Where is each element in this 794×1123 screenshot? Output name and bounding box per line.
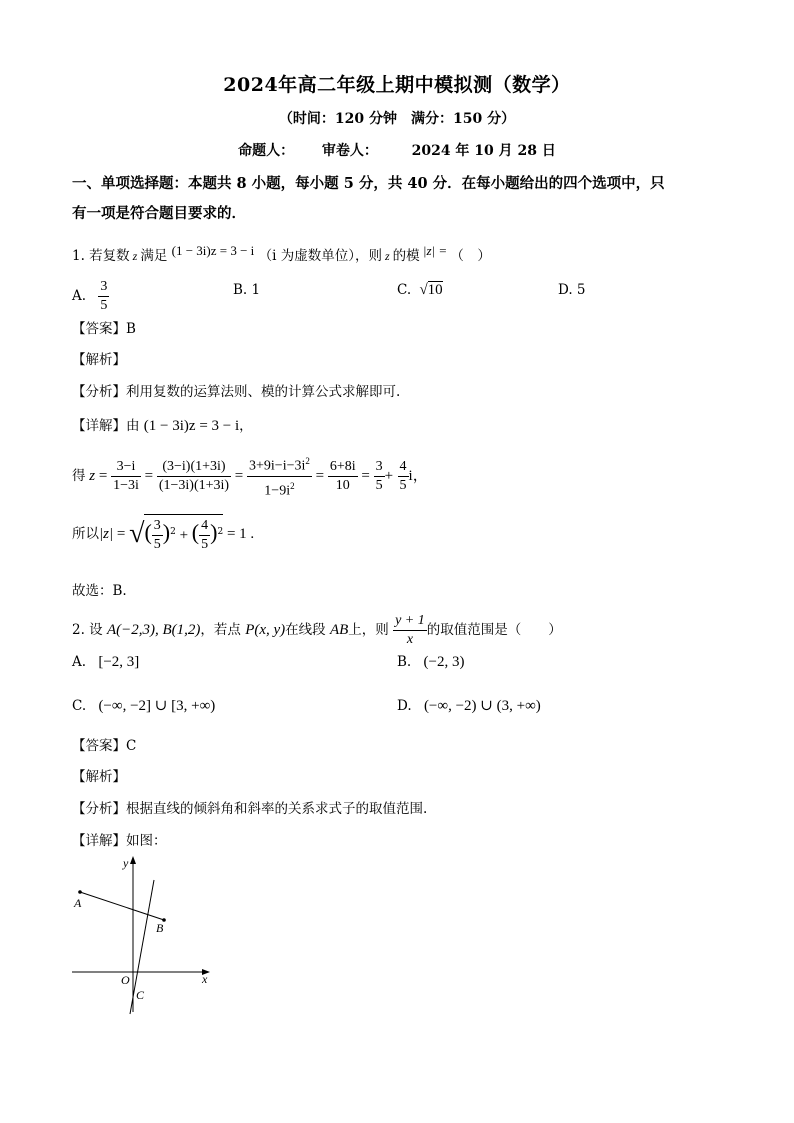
q2-answer-value: C <box>126 738 137 754</box>
q1-detail-tag: 【详解】 <box>72 418 126 434</box>
q2-detail-tag: 【详解】 <box>72 833 126 849</box>
q1-derivation-prefix: 得 <box>72 468 86 485</box>
q1-detail-b: ， <box>239 418 253 434</box>
frac-5: $\frac{3}{5}$ <box>375 458 383 493</box>
y-axis-label: y <box>123 856 129 870</box>
q2-option-d-label: D. <box>397 698 412 714</box>
q2-option-c-label: C. <box>72 698 87 714</box>
exam-date: 2024 年 10 月 28 日 <box>411 143 556 159</box>
frac-6: $\frac{4}{5}$ <box>399 458 407 493</box>
q2-option-d <box>397 696 541 715</box>
q2-stem-d: 上，则 <box>348 622 389 638</box>
q2-stem-c: 在线段 <box>285 622 326 638</box>
q1-option-c-label: C. <box>397 282 412 298</box>
q2-option-d-value: (−∞, −2) ∪ (3, +∞) <box>423 698 541 714</box>
frac-3: $\frac{3+9i-i-3i^2}{1-9i^2}$ <box>247 452 312 500</box>
q1-analysis <box>72 380 400 400</box>
q1-answer <box>72 317 136 337</box>
q1-modulus-prefix: 所以 <box>72 526 99 542</box>
exam-time-info: （时间：120 分钟 满分：150 分） <box>278 111 516 127</box>
q1-option-a-fraction <box>98 278 109 315</box>
frac-1: $\frac{3-i}{1-3i}$ <box>113 458 139 493</box>
q2-answer-tag: 【答案】 <box>72 738 126 754</box>
q1-analysis-text: 利用复数的运算法则、模的计算公式求解即可. <box>126 384 401 400</box>
q1-jiexi: 【解析】 <box>72 352 126 368</box>
q2-analysis-tag: 【分析】 <box>72 801 126 817</box>
q1-detail <box>72 414 253 435</box>
q2-option-a-value: [−2, 3] <box>98 654 140 670</box>
q1-analysis-tag: 【分析】 <box>72 384 126 400</box>
q1-stem-text-a: 1. 若复数 <box>72 248 130 264</box>
setter-label: 命题人： <box>238 143 295 159</box>
q2-point-p: P(x, y) <box>245 622 286 638</box>
sqrt-icon: √ <box>419 282 428 298</box>
q2-answer <box>72 734 136 754</box>
q2-stem-a: 2. 设 <box>72 622 103 638</box>
q1-stem-text-d: 的模 <box>392 248 420 264</box>
q2-detail <box>72 829 167 849</box>
q2-frac-den: x <box>406 632 414 647</box>
q1-condition: (1 − 3i)z = 3 − i <box>171 243 255 258</box>
q1-answer-value: B <box>126 321 136 337</box>
q2-analysis <box>72 797 427 817</box>
y-axis-arrow-icon <box>130 856 136 864</box>
q2-frac-num: y + 1 <box>393 612 427 631</box>
frac-2: $\frac{(3-i)(1+3i)}{(1-3i)(1+3i)}$ <box>158 458 230 493</box>
page-title: 2024年高二年级上期中模拟测（数学） <box>223 74 571 96</box>
q2-jiexi: 【解析】 <box>72 769 126 785</box>
q2-stem-e: 的取值范围是（ ） <box>426 622 562 638</box>
q2-option-a-label: A. <box>72 654 87 670</box>
section-heading-line1: 一、单项选择题：本题共 8 小题，每小题 5 分，共 40 分．在每小题给出的四个选项中，只 <box>72 175 665 192</box>
q2-option-b <box>397 654 464 671</box>
q1-option-a-num: 3 <box>98 278 109 297</box>
q1-conclusion: 故选：B. <box>72 583 127 599</box>
q2-stem <box>72 612 562 649</box>
point-a <box>78 890 82 894</box>
point-b-label: B <box>156 921 164 935</box>
q1-stem: 1. 若复数 z 满足 (1 − 3i)z = 3 − i （i 为虚数单位），则 z 的模 |z| = （ ） <box>72 243 491 264</box>
q1-stem-text-b: 满足 <box>140 248 168 264</box>
q2-stem-b: ，若点 <box>200 622 241 638</box>
coordinate-figure <box>68 852 218 1022</box>
q1-stem-text-e: （ ） <box>450 248 491 264</box>
q1-stem-text-c: （i 为虚数单位），则 <box>258 248 382 264</box>
q1-option-a-den: 5 <box>100 298 108 313</box>
sqrt-big-icon: √ <box>129 518 145 549</box>
origin-label: O <box>121 973 130 987</box>
q2-option-b-label: B. <box>397 654 412 670</box>
q1-option-b: B. 1 <box>233 282 261 298</box>
q1-option-d: D. 5 <box>558 282 586 298</box>
q2-option-c-value: (−∞, −2] ∪ [3, +∞) <box>98 698 216 714</box>
point-c-label: C <box>136 988 145 1002</box>
q2-points: A(−2,3), B(1,2) <box>106 622 201 638</box>
point-a-label: A <box>74 896 82 910</box>
frac-4: $\frac{6+8i}{10}$ <box>329 458 356 493</box>
section-heading-line2: 有一项是符合题目要求的． <box>72 205 246 222</box>
q1-option-a <box>72 278 109 315</box>
q2-option-a <box>72 654 139 671</box>
q2-fraction <box>393 612 427 649</box>
q1-option-a-label: A. <box>72 288 87 304</box>
reviewer-label: 审卷人： <box>321 143 378 159</box>
q2-detail-text: 如图： <box>126 833 167 849</box>
q1-option-c <box>397 282 443 299</box>
x-axis-label: x <box>202 972 208 986</box>
q2-segment: AB <box>329 622 349 638</box>
exam-meta-line <box>0 140 794 160</box>
q2-option-c <box>72 696 215 715</box>
q1-detail-a: 由 <box>126 418 140 434</box>
q1-answer-tag: 【答案】 <box>72 321 126 337</box>
q1-detail-equation: (1 − 3i)z = 3 − i <box>143 418 240 434</box>
q1-option-c-value: 10 <box>427 282 443 298</box>
q1-modulus: 所以|z| = √( $\frac{3}{5}$ )$^2$ + ( $\frac{4}{5}$ )$^2$ = 1 . <box>72 514 254 554</box>
q2-option-b-value: (−2, 3) <box>423 654 465 670</box>
q2-analysis-text: 根据直线的倾斜角和斜率的关系求式子的取值范围. <box>126 801 428 817</box>
q1-derivation: 得 z = $\frac{3-i}{1-3i}$ = $\frac{(3-i)(1+3i)}{(1-3i)(1+3i)}$ = $\frac{3+9i-i-3i^2}{1-9i^2}$ = $\frac{6+8i}{10}$ = $\frac{3}{5}$ + $\frac{4}{5}$ i， <box>72 452 428 500</box>
